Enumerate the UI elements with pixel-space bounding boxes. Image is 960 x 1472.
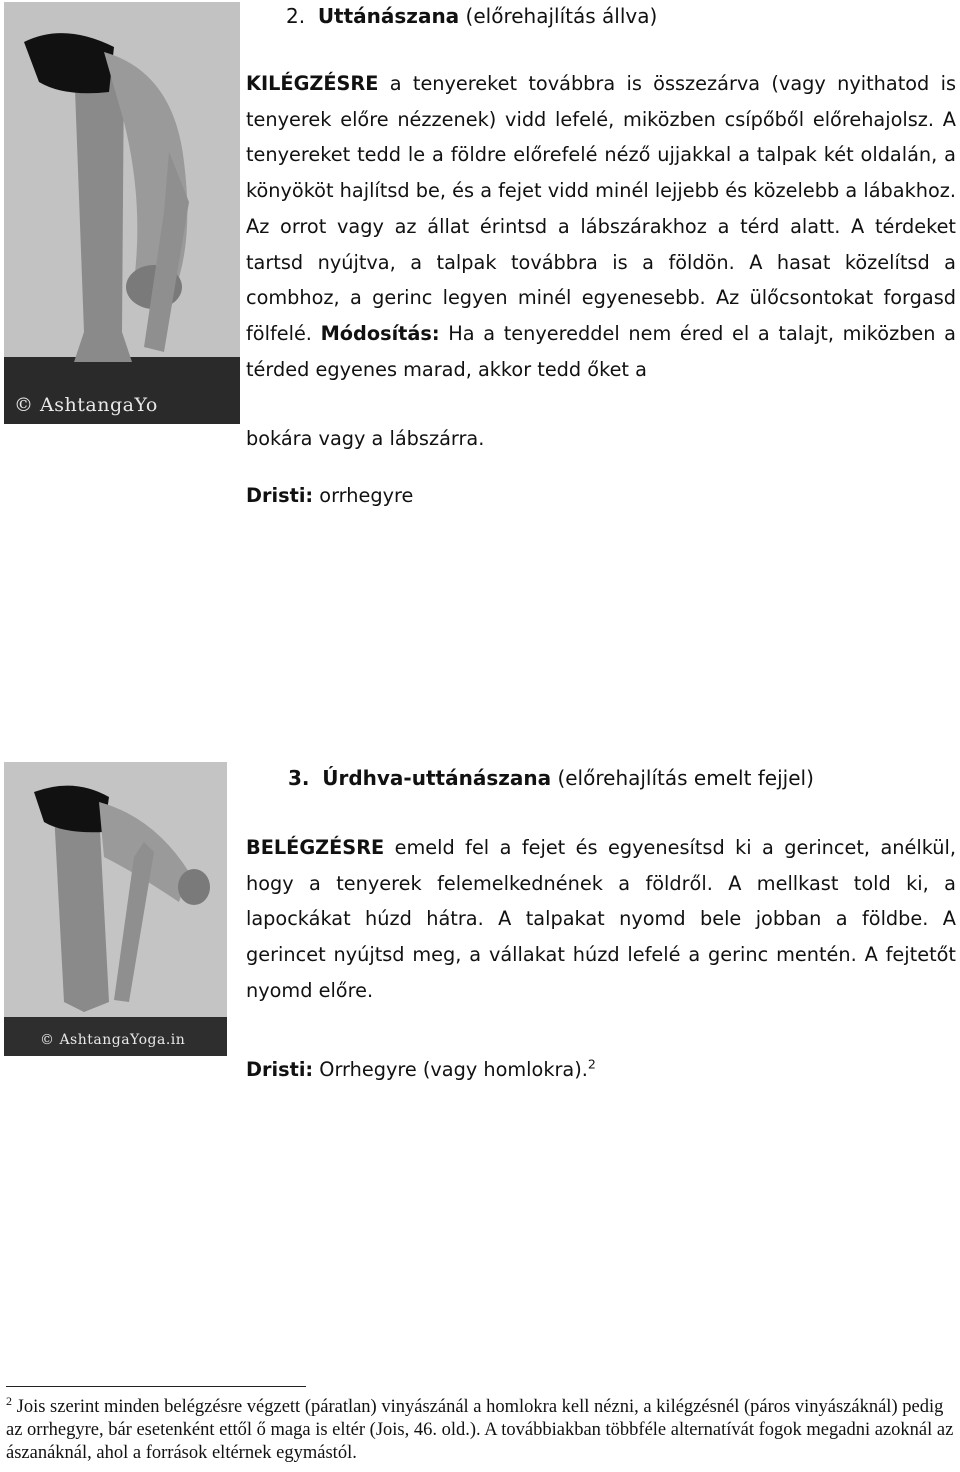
section2-heading xyxy=(286,2,657,30)
section2-dristi-value: orrhegyre xyxy=(313,484,414,507)
photo-urdhva-uttanasana xyxy=(4,762,227,1056)
section2-paragraph xyxy=(246,66,956,387)
photo-watermark: © AshtangaYo xyxy=(14,394,158,416)
section2-para-text: a tenyereket továbbra is összezárva (vagy nyithatod is tenyerek előre nézzenek) vidd lefelé, miközben csípőből előrehajolsz. A tenyereket tedd le a földre előrefelé néző ujjakkal a talpak két oldalán, a könyököt hajlítsd be, és a fejet vidd minél lejjebb és közelebb a lábakhoz. Az orrot vagy az állat érintsd a lábszárakhoz a térd alatt. A térdeket tartsd nyújtva, a talpak továbbra is a földön. A hasat közelítsd a combhoz, a gerinc legyen minél egyenesebb. Az ülőcsontokat forgasd fölfelé. xyxy=(246,72,956,345)
section2-number: 2. xyxy=(286,4,306,28)
section3-dristi xyxy=(246,1056,596,1084)
photo-watermark: © AshtangaYoga.in xyxy=(40,1032,186,1048)
section3-title: Úrdhva-uttánászana xyxy=(322,766,552,790)
section2-continuation: bokára vagy a lábszárra. xyxy=(246,427,485,450)
footnote-separator xyxy=(6,1386,306,1387)
uttanasana-figure xyxy=(4,2,240,424)
section2-subtitle: (előrehajlítás állva) xyxy=(465,4,658,28)
section3-para-bold: BELÉGZÉSRE xyxy=(246,836,385,859)
section2-mod-text: Ha a tenyereddel nem éred el a talajt, miközben a térded egyenes marad, akkor tedd őket a xyxy=(246,321,956,381)
section2-para-bold: KILÉGZÉSRE xyxy=(246,72,379,95)
section3-para-text: emeld fel a fejet és egyenesítsd ki a gerincet, anélkül, hogy a tenyerek felemelkednének a földről. A mellkast told ki, a lapockákat húzd hátra. A talpakat nyomd bele jobban a földbe. A gerincet nyújtsd meg, a vállakat húzd lefelé a gerinc mentén. A fejtetőt nyomd előre. xyxy=(246,836,956,1002)
section2-title: Uttánászana xyxy=(317,4,460,28)
footnote-reference[interactable]: 2 xyxy=(587,1056,596,1072)
section3-dristi-value: Orrhegyre (vagy homlokra). xyxy=(313,1058,588,1081)
footnote-text: Jois szerint minden belégzésre végzett (páratlan) vinyászánál a homlokra kell nézni, a kilégzésnél (páros vinyászáknál) pedig az orrhegyre, bár esetenként ettől ő maga is eltér (Jois, 46. old.). A továbbiakban többféle alternatívát fogok megadni azoknál az ászanáknál, ahol a források eltérnek egymástól. xyxy=(6,1397,954,1463)
section3-heading xyxy=(288,764,814,792)
section3-paragraph xyxy=(246,830,956,1009)
photo-uttanasana xyxy=(4,2,240,424)
section3-subtitle: (előrehajlítás emelt fejjel) xyxy=(551,766,814,790)
section2-mod-label: Módosítás: xyxy=(320,321,440,345)
urdhva-uttanasana-figure xyxy=(4,762,227,1056)
section3-number: 3. xyxy=(288,766,310,790)
footnote-marker: 2 xyxy=(6,1393,13,1408)
section2-dristi xyxy=(246,482,413,510)
section2-dristi-label: Dristi: xyxy=(246,484,314,507)
section3-dristi-label: Dristi: xyxy=(246,1058,314,1081)
footnote xyxy=(6,1393,956,1465)
